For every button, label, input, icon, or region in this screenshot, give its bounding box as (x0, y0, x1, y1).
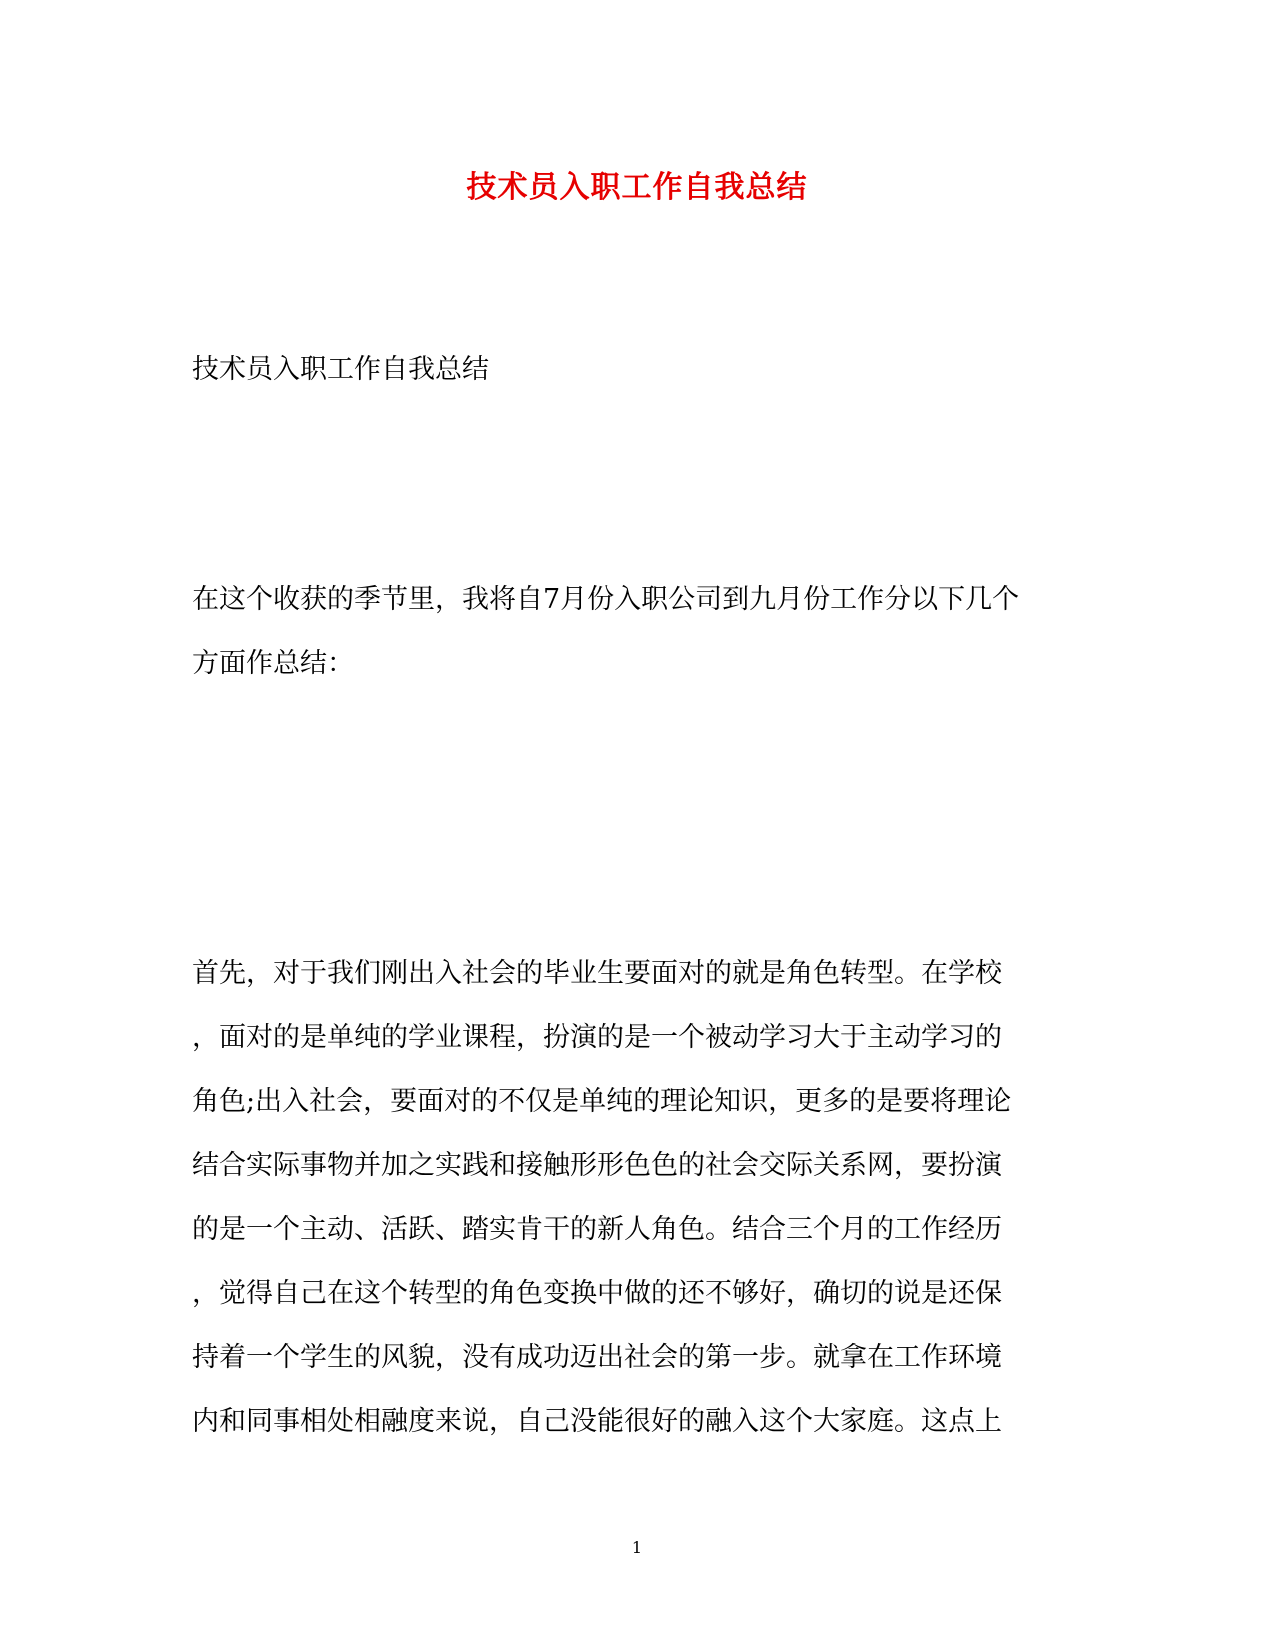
page-number: 1 (631, 1538, 643, 1557)
paragraph-line: 持着一个学生的风貌，没有成功迈出社会的第一步。就拿在工作环境 (192, 1342, 1002, 1373)
document-subtitle: 技术员入职工作自我总结 (192, 354, 489, 385)
paragraph-line: 首先，对于我们刚出入社会的毕业生要面对的就是角色转型。在学校 (192, 958, 1002, 989)
paragraph-line: 的是一个主动、活跃、踏实肯干的新人角色。结合三个月的工作经历 (192, 1214, 1002, 1245)
paragraph-line: 角色;出入社会，要面对的不仅是单纯的理论知识，更多的是要将理论 (192, 1086, 1012, 1117)
paragraph-line: 结合实际事物并加之实践和接触形形色色的社会交际关系网，要扮演 (192, 1150, 1002, 1181)
document-title: 技术员入职工作自我总结 (466, 170, 808, 205)
paragraph-line: 内和同事相处相融度来说，自己没能很好的融入这个大家庭。这点上 (192, 1406, 1002, 1437)
paragraph-line: ，觉得自己在这个转型的角色变换中做的还不够好，确切的说是还保 (192, 1278, 1002, 1309)
paragraph-intro (192, 568, 1092, 696)
paragraph-line: ，面对的是单纯的学业课程，扮演的是一个被动学习大于主动学习的 (192, 1022, 1002, 1053)
paragraph-role-transition (192, 942, 1092, 1454)
paragraph-line: 方面作总结： (192, 648, 354, 679)
paragraph-line: 在这个收获的季节里，我将自7月份入职公司到九月份工作分以下几个 (192, 584, 1020, 615)
